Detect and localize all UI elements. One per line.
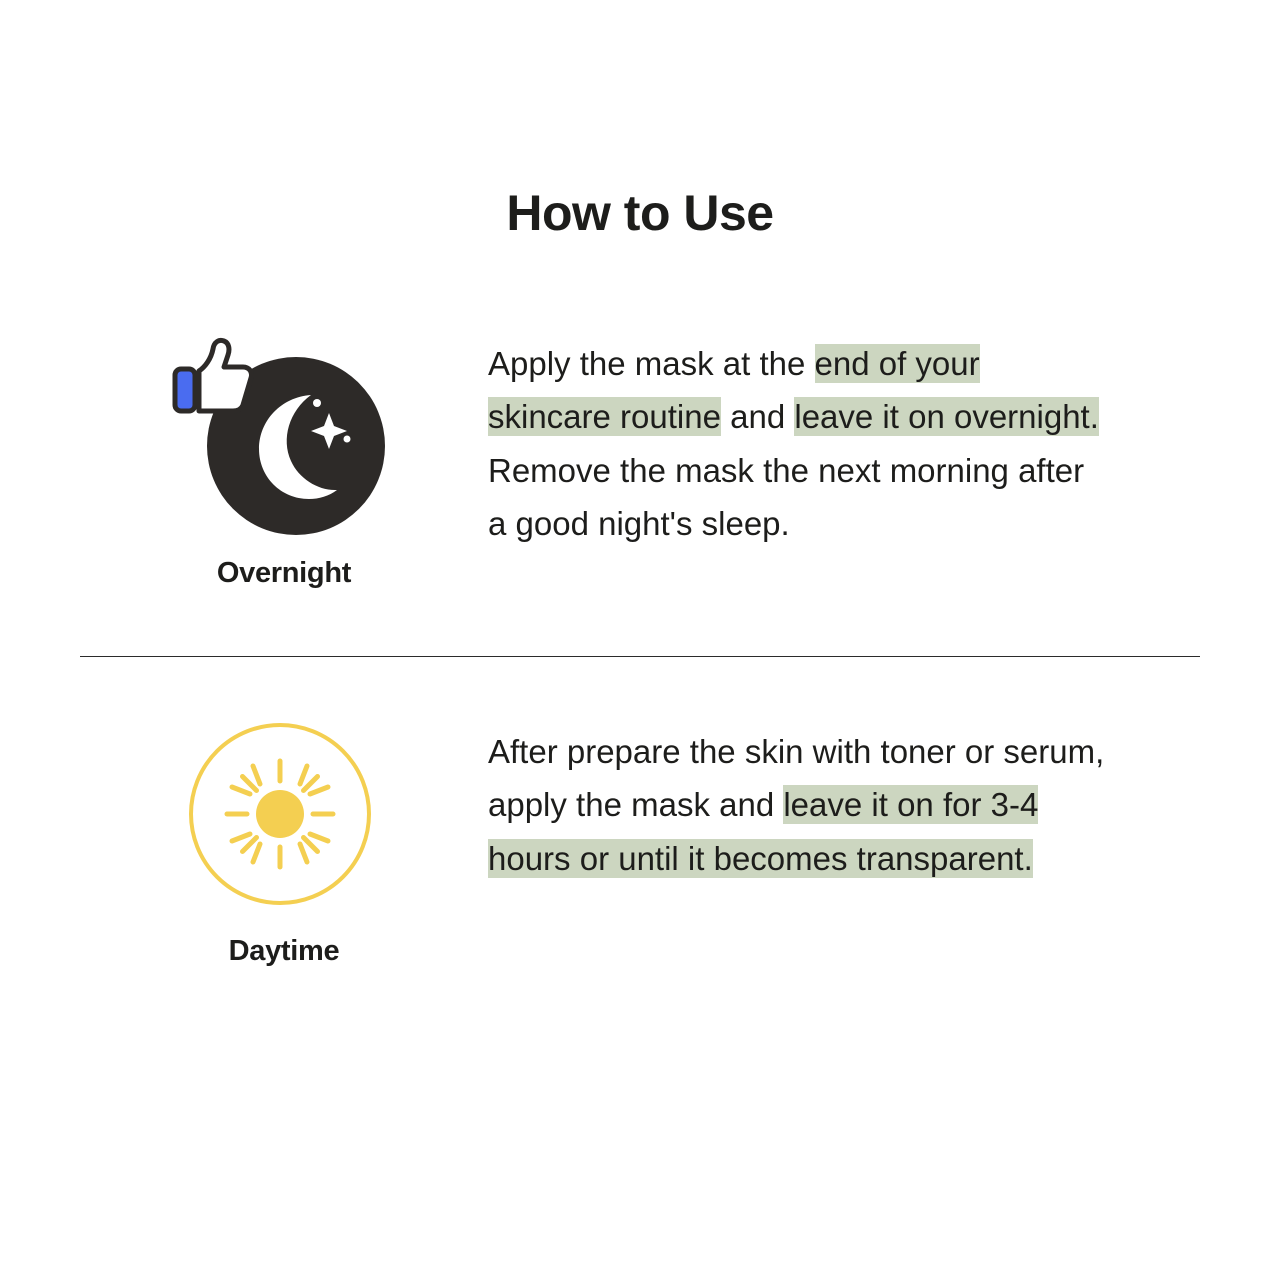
overnight-description bbox=[488, 337, 1108, 551]
text-plain: Remove the mask the next morning after a good night's sleep. bbox=[488, 451, 1085, 543]
text-plain: After prepare the skin with toner or serum, apply the mask and bbox=[488, 733, 1105, 824]
daytime-label: Daytime bbox=[228, 935, 340, 967]
section-daytime bbox=[0, 717, 1280, 968]
section-divider bbox=[80, 656, 1200, 657]
daytime-text-column bbox=[488, 717, 1200, 885]
daytime-description bbox=[488, 725, 1108, 885]
text-highlight: end of your skincare routine bbox=[488, 345, 980, 436]
overnight-icon-column bbox=[80, 329, 488, 590]
text-highlight: leave it on overnight. bbox=[794, 398, 1099, 436]
text-plain: and bbox=[720, 398, 795, 436]
sun-ring-shape bbox=[189, 723, 371, 905]
thumbs-up-icon bbox=[169, 335, 255, 421]
overnight-label: Overnight bbox=[216, 557, 352, 589]
moon-thumbs-up-icon bbox=[169, 335, 399, 535]
text-plain: Apply the mask at the bbox=[488, 345, 815, 382]
section-overnight bbox=[0, 329, 1280, 590]
page-title: How to Use bbox=[506, 185, 774, 241]
overnight-text-column bbox=[488, 329, 1200, 551]
text-highlight: leave it on for 3-4 hours or until it becomes transparent. bbox=[488, 786, 1039, 877]
sun-icon bbox=[189, 723, 379, 913]
daytime-icon-column bbox=[80, 717, 488, 968]
